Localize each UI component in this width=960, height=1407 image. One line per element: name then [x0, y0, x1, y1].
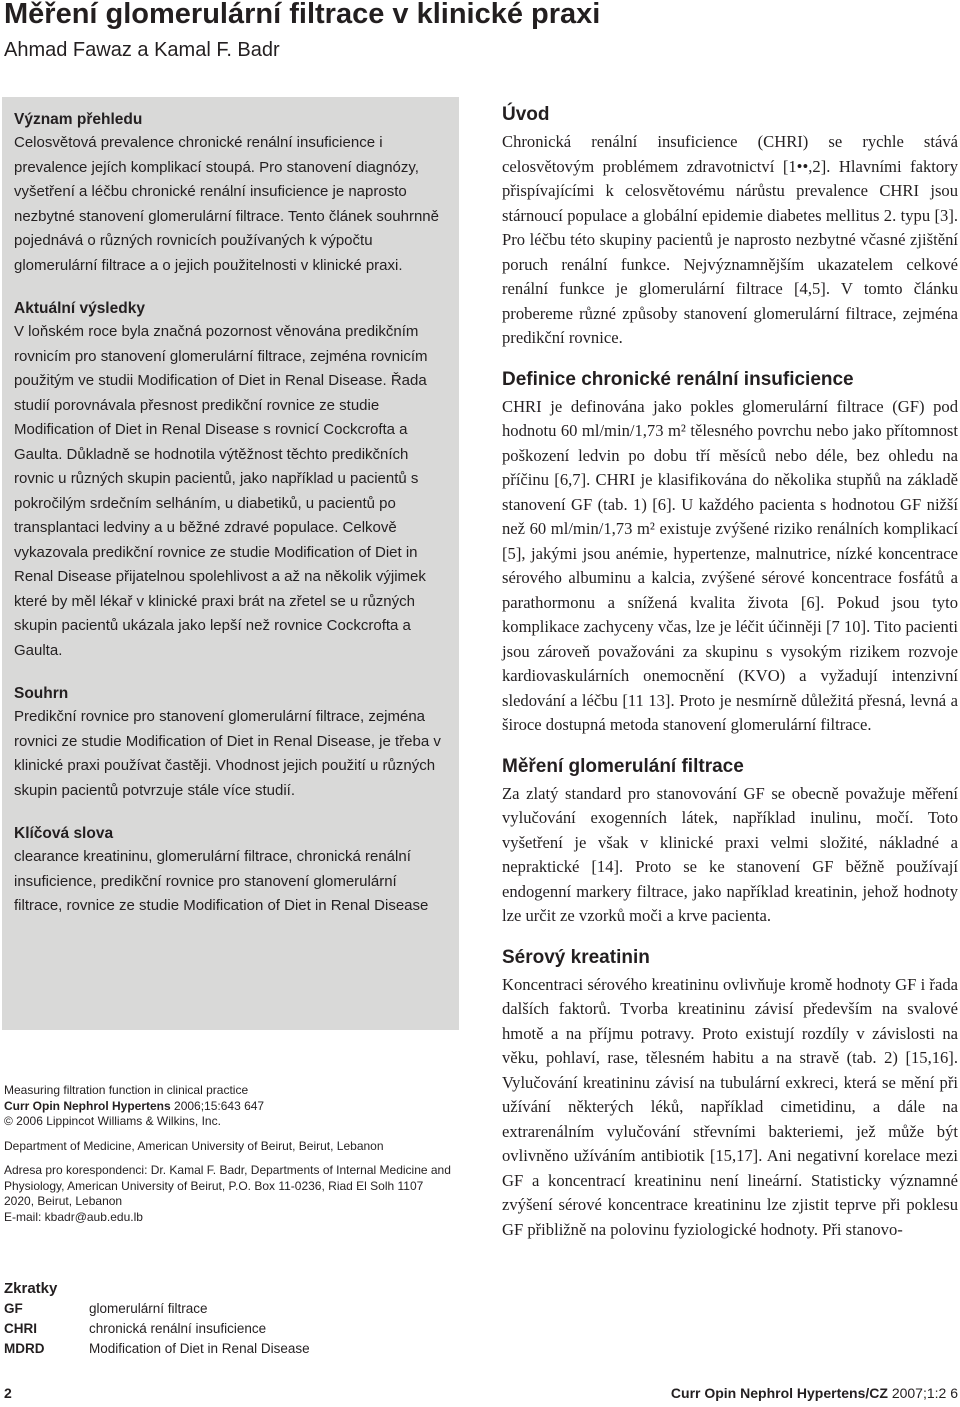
section-heading: Definice chronické renální insuficience — [502, 368, 854, 390]
section-serum-creatinine — [502, 945, 958, 1243]
section-introduction — [502, 102, 958, 351]
abstract-text: Celosvětová prevalence chronické renální insuficience i prevalence jejích komplikací stoupá. Pro stanovení diagnózy, vyšetření a léčbu chronické renální insuficience je naprosto nezbytné stanovení glomerulární filtrace. Tento článek souhrnně pojednává o různých rovnicích používaných k výpočtu glomerulární filtrace a o jejich použitelnosti v klinické praxi. — [14, 134, 439, 274]
abstract-section-recent-findings — [14, 298, 447, 663]
journal-reference: Curr Opin Nephrol Hypertens — [4, 1098, 171, 1113]
abbreviations — [4, 1280, 454, 1359]
section-paragraph: CHRI je definována jako pokles glomerulární filtrace (GF) pod hodnotu 60 ml/min/1,73 m² tělesného povrchu nebo jako přítomnost poškození ledvin po dobu tří měsíců nebo déle, bez ohledu na příčinu [6,7]. CHRI je klasifikována do několika stupňů na základě stanovení GF (tab. 1) [6]. U každého pacienta s hodnotou GF nižší než 60 ml/min/1,73 m² existuje zvýšené riziko renálních komplikací [5], jakými jsou anémie, hypertenze, malnutrice, nízké koncentrace sérového albuminu a kalcia, zvýšené sérové koncentrace fosfátů a parathormonu a snížená kvalita života [6]. Pokud jsou tyto komplikace zachyceny včas, lze je léčit účinněji [7 10]. Tito pacienti jsou zároveň považováni za skupinu s vysokým rizikem rozvoje kardiovaskulárních onemocnění (KVO) a vyžadují intenzivní sledování a léčbu [11 13]. Proto je nesmírně důležitá přesná, levná a široce dostupná metoda stanovení glomerulární filtrace. — [502, 396, 958, 734]
journal-details: 2006;15:643 647 — [170, 1098, 265, 1113]
article-title: Měření glomerulární filtrace v klinické praxi — [4, 0, 601, 30]
abstract-section-summary — [14, 683, 447, 803]
abbreviation-key: CHRI — [4, 1321, 37, 1336]
section-heading: Měření glomerulání filtrace — [502, 755, 744, 777]
section-paragraph: Koncentraci sérového kreatininu ovlivňuje kromě hodnoty GF i řada dalších faktorů. Tvorba kreatininu závisí především na svalové hmotě a na příjmu potravy. Proto existují rozdíly v závislosti na věku, pohlaví, rase, tělesném habitu a na stravě (tab. 2) [15,16]. Vylučování kreatininu závisí na tubulární exkreci, která se mění při užívání některých léků, například cimetidinu, a dále na extrarenálním vylučování střevními bakteriemi, jež může být ovlivněno užíváním antibiotik [15,17]. Ani negativní korelace mezi GF a koncentrací kreatininu není lineární. Statisticky významné zvýšení sérové koncentrace kreatininu lze zjistit teprve při poklesu GF přibližně na polovinu fyziologické hodnoty. Při stanovo- — [502, 974, 958, 1239]
english-title: Measuring filtration function in clinical practice — [4, 1083, 249, 1097]
abstract-heading: Souhrn — [14, 685, 69, 702]
abstract-box — [2, 97, 459, 1030]
abstract-section-keywords — [14, 823, 447, 919]
page-number: 2 — [4, 1385, 12, 1401]
correspondence-address: Adresa pro korespondenci: Dr. Kamal F. Badr, Departments of Internal Medicine and Physiology, American University of Beirut, P.O. Box 11-0236, Riad El Solh 1107 2020, Beirut, Lebanon — [4, 1163, 451, 1208]
abbreviation-value: Modification of Diet in Renal Disease — [89, 1341, 310, 1356]
journal-footer — [671, 1385, 958, 1401]
abstract-heading: Význam přehledu — [14, 111, 143, 128]
citation-block — [4, 1083, 454, 1130]
abstract-text: V loňském roce byla značná pozornost věnována predikčním rovnicím pro stanovení glomerulární filtrace, zejména rovnicím použitým ve studii Modification of Diet in Renal Disease. Řada studií porovnávala přesnost predikční rovnice ze studie Modification of Diet in Renal Disease s rovnicí Cockcrofta a Gaulta. Důkladně se hodnotila výtěžnost těchto predikčních rovnic u různých skupin pacientů, jako například u pacientů s pokročilým srdečním selháním, u diabetiků, u pacientů po transplantaci ledviny a u běžné zdravé populace. Celkově vykazovala predikční rovnice ze studie Modification of Diet in Renal Disease přijatelnou spolehlivost a až na několik výjimek které by měl lékař v klinické praxi brát na zřetel se u různých skupin pacientů ukázala jako lepší než rovnice Cockcrofta a Gaulta. — [14, 323, 428, 659]
section-definition — [502, 367, 958, 738]
abbreviation-key: MDRD — [4, 1341, 45, 1356]
abstract-section-significance — [14, 109, 447, 278]
abstract-heading: Klíčová slova — [14, 825, 114, 842]
abstract-text: Predikční rovnice pro stanovení glomerulární filtrace, zejména rovnici ze studie Modification of Diet in Renal Disease, je třeba v klinické praxi používat častěji. Vhodnost jejich použití u různých skupin pacientů potvrzuje stále více studií. — [14, 708, 441, 799]
journal-name: Curr Opin Nephrol Hypertens/CZ — [670, 1385, 888, 1401]
section-paragraph: Za zlatý standard pro stanovování GF se obecně považuje měření vylučování exogenních látek, například inulinu, močí. Toto vyšetření je však v klinické praxi velmi složité, nákladné a nepraktické [14]. Proto se ke stanovení GF běžně používají endogenní markery filtrace, jako například kreatinin, jehož hodnoty lze určit ze vzorků moči a krve pacienta. — [502, 783, 958, 925]
article-metadata — [4, 1083, 454, 1234]
department: Department of Medicine, American University of Beirut, Beirut, Lebanon — [4, 1138, 384, 1153]
main-text-column — [502, 102, 958, 1258]
section-heading: Sérový kreatinin — [502, 946, 650, 968]
email-link[interactable]: E-mail: kbadr@aub.edu.lb — [4, 1209, 143, 1224]
section-paragraph: Chronická renální insuficience (CHRI) se rychle stává celosvětovým problémem zdravotnictví [1••,2]. Hlavními faktory přispívajícími k celosvětovému nárůstu prevalence CHRI jsou stárnoucí populace a globální epidemie diabetes mellitus 2. typu [3]. Pro léčbu této skupiny pacientů je naprosto nezbytné včasné zjištění poruch renální funkce. Nejvýznamnějším ukazatelem celkové renální funkce je glomerulární filtrace [4,5]. V tomto článku probereme různé způsoby stanovení glomerulární filtrace, zejména predikční rovnice. — [502, 132, 958, 347]
abstract-heading: Aktuální výsledky — [14, 300, 145, 317]
correspondence-block — [4, 1163, 454, 1225]
abstract-text: clearance kreatininu, glomerulární filtrace, chronická renální insuficience, predikční rovnice pro stanovení glomerulární filtrace, rovnice ze studie Modification of Diet in Renal Disease — [14, 848, 429, 914]
abbreviation-key: GF — [4, 1301, 23, 1316]
copyright: © 2006 Lippincot Williams & Wilkins, Inc. — [4, 1114, 221, 1128]
abbreviation-row — [4, 1299, 454, 1319]
journal-issue: 2007;1:2 6 — [887, 1385, 958, 1401]
abbreviation-row — [4, 1339, 454, 1359]
abbreviation-value: chronická renální insuficience — [89, 1321, 267, 1336]
abbreviations-heading: Zkratky — [4, 1280, 58, 1297]
section-measurement — [502, 754, 958, 929]
article-authors: Ahmad Fawaz a Kamal F. Badr — [4, 39, 280, 61]
abbreviation-value: glomerulární filtrace — [89, 1301, 208, 1316]
section-heading: Úvod — [502, 104, 550, 125]
abbreviation-row — [4, 1319, 454, 1339]
